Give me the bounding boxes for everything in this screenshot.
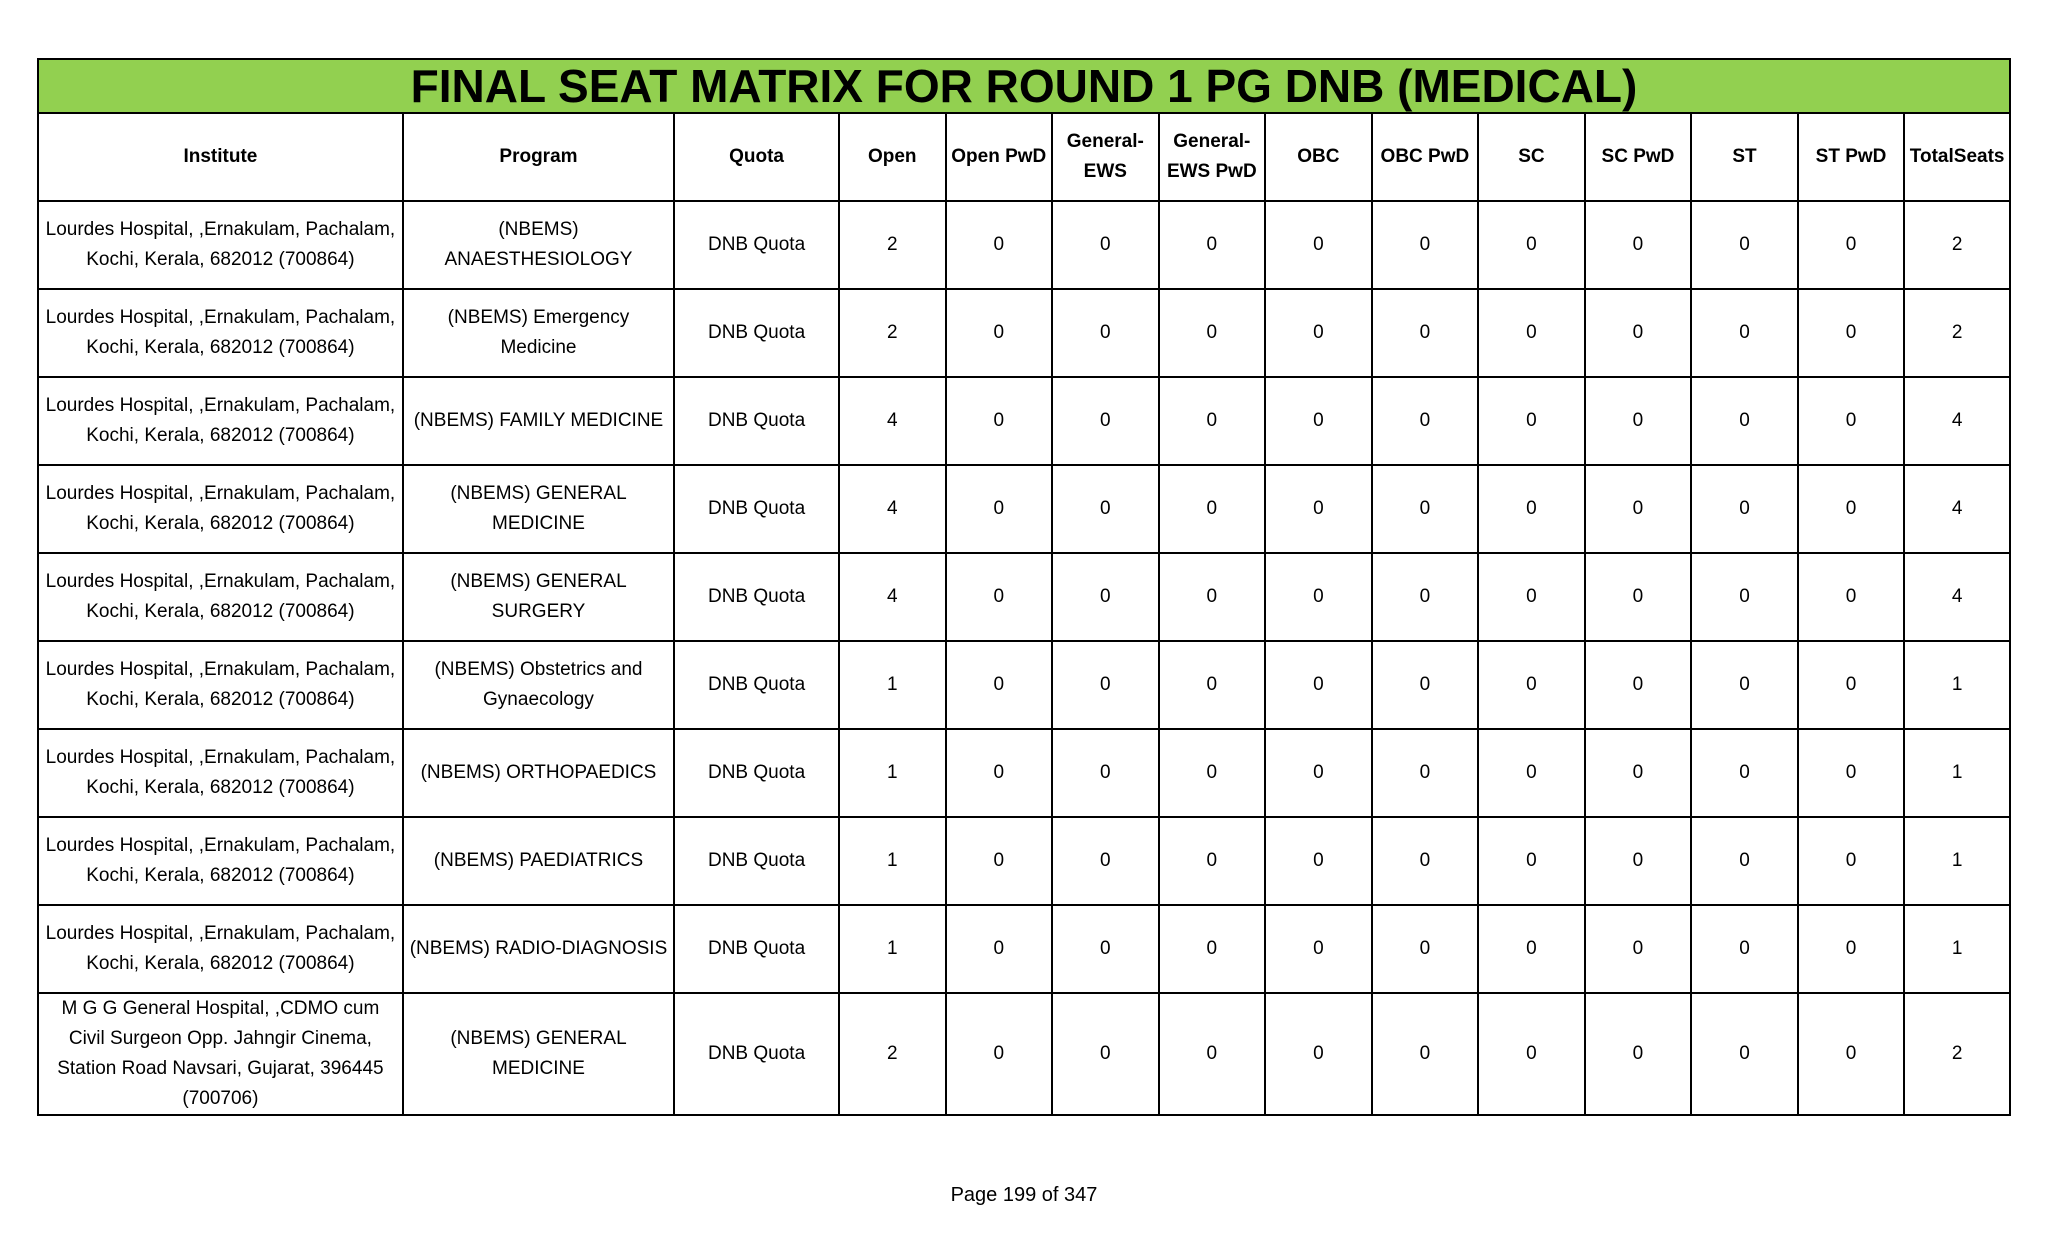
seat-count-cell: 0	[1585, 289, 1692, 377]
seat-count-cell: 0	[946, 905, 1053, 993]
seat-count-cell: 0	[1585, 817, 1692, 905]
seat-count-cell: 0	[946, 641, 1053, 729]
seat-count-cell: 0	[1478, 553, 1585, 641]
table-row	[38, 729, 2010, 817]
seat-count-cell: 0	[1691, 905, 1798, 993]
seat-count-cell: 0	[1372, 201, 1479, 289]
seat-count-cell: 0	[1372, 465, 1479, 553]
seat-count-cell: 0	[1798, 377, 1905, 465]
column-header: OBC	[1265, 113, 1372, 201]
seat-count-cell: 0	[1052, 729, 1159, 817]
program-cell: (NBEMS) RADIO-DIAGNOSIS	[403, 905, 674, 993]
seat-count-cell: 0	[1691, 993, 1798, 1115]
table-row	[38, 201, 2010, 289]
seat-count-cell: 0	[1052, 289, 1159, 377]
seat-count-cell: 0	[1798, 553, 1905, 641]
seat-count-cell: 2	[1904, 993, 2010, 1115]
quota-cell: DNB Quota	[674, 201, 839, 289]
seat-count-cell: 0	[1159, 201, 1266, 289]
seat-count-cell: 0	[1265, 905, 1372, 993]
table-row	[38, 553, 2010, 641]
seat-count-cell: 0	[1265, 553, 1372, 641]
table-row	[38, 465, 2010, 553]
seat-count-cell: 0	[1159, 817, 1266, 905]
seat-count-cell: 0	[1372, 993, 1479, 1115]
seat-count-cell: 0	[1372, 729, 1479, 817]
seat-count-cell: 1	[839, 817, 946, 905]
institute-cell: Lourdes Hospital, ,Ernakulam, Pachalam, Kochi, Kerala, 682012 (700864)	[38, 465, 403, 553]
seat-count-cell: 0	[946, 729, 1053, 817]
seat-count-cell: 0	[1798, 905, 1905, 993]
seat-count-cell: 0	[1052, 465, 1159, 553]
column-header: TotalSeats	[1904, 113, 2010, 201]
seat-count-cell: 0	[946, 289, 1053, 377]
table-row	[38, 377, 2010, 465]
quota-cell: DNB Quota	[674, 641, 839, 729]
seat-count-cell: 0	[1478, 289, 1585, 377]
title-row	[38, 59, 2010, 113]
institute-cell: M G G General Hospital, ,CDMO cum Civil Surgeon Opp. Jahngir Cinema, Station Road Navsari, Gujarat, 396445 (700706)	[38, 993, 403, 1115]
seat-count-cell: 0	[1585, 377, 1692, 465]
institute-cell: Lourdes Hospital, ,Ernakulam, Pachalam, Kochi, Kerala, 682012 (700864)	[38, 817, 403, 905]
seat-count-cell: 0	[1585, 553, 1692, 641]
seat-count-cell: 4	[839, 465, 946, 553]
seat-count-cell: 0	[1798, 993, 1905, 1115]
seat-count-cell: 0	[1478, 817, 1585, 905]
seat-count-cell: 1	[839, 905, 946, 993]
seat-count-cell: 0	[1265, 465, 1372, 553]
seat-matrix-table	[37, 58, 2011, 1116]
column-header: Quota	[674, 113, 839, 201]
institute-cell: Lourdes Hospital, ,Ernakulam, Pachalam, Kochi, Kerala, 682012 (700864)	[38, 905, 403, 993]
seat-count-cell: 0	[1585, 465, 1692, 553]
seat-count-cell: 0	[1159, 905, 1266, 993]
seat-count-cell: 0	[1265, 377, 1372, 465]
seat-count-cell: 0	[946, 377, 1053, 465]
program-cell: (NBEMS) ORTHOPAEDICS	[403, 729, 674, 817]
page-title: FINAL SEAT MATRIX FOR ROUND 1 PG DNB (MEDICAL)	[38, 59, 2010, 113]
seat-count-cell: 0	[1265, 817, 1372, 905]
table-row	[38, 289, 2010, 377]
seat-count-cell: 2	[1904, 201, 2010, 289]
seat-count-cell: 0	[1691, 289, 1798, 377]
seat-count-cell: 0	[1052, 905, 1159, 993]
seat-count-cell: 0	[1265, 289, 1372, 377]
institute-cell: Lourdes Hospital, ,Ernakulam, Pachalam, Kochi, Kerala, 682012 (700864)	[38, 641, 403, 729]
quota-cell: DNB Quota	[674, 289, 839, 377]
column-header: General-EWS	[1052, 113, 1159, 201]
seat-count-cell: 2	[1904, 289, 2010, 377]
seat-count-cell: 0	[1585, 993, 1692, 1115]
column-header: Open PwD	[946, 113, 1053, 201]
seat-count-cell: 4	[839, 377, 946, 465]
seat-count-cell: 1	[1904, 641, 2010, 729]
seat-count-cell: 0	[1478, 201, 1585, 289]
seat-count-cell: 0	[1159, 641, 1266, 729]
seat-count-cell: 1	[839, 641, 946, 729]
seat-count-cell: 0	[1159, 553, 1266, 641]
column-header: SC	[1478, 113, 1585, 201]
quota-cell: DNB Quota	[674, 377, 839, 465]
seat-count-cell: 0	[1585, 641, 1692, 729]
column-header: Program	[403, 113, 674, 201]
table-row	[38, 905, 2010, 993]
quota-cell: DNB Quota	[674, 553, 839, 641]
seat-count-cell: 0	[946, 201, 1053, 289]
seat-count-cell: 0	[1052, 201, 1159, 289]
seat-count-cell: 0	[1478, 993, 1585, 1115]
seat-count-cell: 0	[1798, 641, 1905, 729]
program-cell: (NBEMS) PAEDIATRICS	[403, 817, 674, 905]
seat-count-cell: 0	[1585, 729, 1692, 817]
seat-count-cell: 0	[1585, 905, 1692, 993]
table-row	[38, 993, 2010, 1115]
seat-count-cell: 0	[1159, 289, 1266, 377]
program-cell: (NBEMS) Obstetrics and Gynaecology	[403, 641, 674, 729]
column-header: SC PwD	[1585, 113, 1692, 201]
table-row	[38, 641, 2010, 729]
seat-count-cell: 0	[1478, 641, 1585, 729]
seat-count-cell: 0	[1159, 993, 1266, 1115]
quota-cell: DNB Quota	[674, 729, 839, 817]
seat-count-cell: 0	[1798, 201, 1905, 289]
seat-count-cell: 0	[1478, 465, 1585, 553]
seat-count-cell: 2	[839, 289, 946, 377]
seat-count-cell: 0	[1691, 817, 1798, 905]
institute-cell: Lourdes Hospital, ,Ernakulam, Pachalam, Kochi, Kerala, 682012 (700864)	[38, 377, 403, 465]
seat-count-cell: 0	[1052, 817, 1159, 905]
institute-cell: Lourdes Hospital, ,Ernakulam, Pachalam, Kochi, Kerala, 682012 (700864)	[38, 553, 403, 641]
page-number: Page 199 of 347	[950, 1184, 1098, 1206]
seat-count-cell: 0	[1372, 289, 1479, 377]
seat-count-cell: 0	[1798, 817, 1905, 905]
seat-count-cell: 0	[1265, 993, 1372, 1115]
seat-count-cell: 0	[1052, 641, 1159, 729]
quota-cell: DNB Quota	[674, 817, 839, 905]
program-cell: (NBEMS) FAMILY MEDICINE	[403, 377, 674, 465]
seat-count-cell: 2	[839, 993, 946, 1115]
seat-count-cell: 0	[1052, 993, 1159, 1115]
seat-count-cell: 0	[1691, 553, 1798, 641]
seat-count-cell: 0	[1691, 377, 1798, 465]
seat-count-cell: 0	[1372, 641, 1479, 729]
seat-count-cell: 0	[1372, 817, 1479, 905]
column-header: Institute	[38, 113, 403, 201]
quota-cell: DNB Quota	[674, 993, 839, 1115]
column-header-row	[38, 113, 2010, 201]
seat-count-cell: 0	[1159, 377, 1266, 465]
seat-count-cell: 0	[1691, 201, 1798, 289]
seat-count-cell: 0	[1478, 905, 1585, 993]
table-body	[38, 201, 2010, 1115]
column-header: OBC PwD	[1372, 113, 1479, 201]
seat-count-cell: 0	[1798, 465, 1905, 553]
institute-cell: Lourdes Hospital, ,Ernakulam, Pachalam, Kochi, Kerala, 682012 (700864)	[38, 729, 403, 817]
seat-count-cell: 0	[1265, 641, 1372, 729]
column-header: General-EWS PwD	[1159, 113, 1266, 201]
seat-count-cell: 0	[1265, 729, 1372, 817]
column-header: ST	[1691, 113, 1798, 201]
seat-count-cell: 0	[1372, 377, 1479, 465]
seat-count-cell: 1	[839, 729, 946, 817]
seat-count-cell: 0	[946, 993, 1053, 1115]
seat-count-cell: 4	[1904, 553, 2010, 641]
program-cell: (NBEMS) GENERAL MEDICINE	[403, 465, 674, 553]
seat-count-cell: 0	[1372, 553, 1479, 641]
seat-count-cell: 0	[1159, 465, 1266, 553]
seat-count-cell: 0	[1691, 465, 1798, 553]
seat-count-cell: 0	[1478, 377, 1585, 465]
program-cell: (NBEMS) GENERAL SURGERY	[403, 553, 674, 641]
institute-cell: Lourdes Hospital, ,Ernakulam, Pachalam, Kochi, Kerala, 682012 (700864)	[38, 289, 403, 377]
seat-count-cell: 0	[1798, 289, 1905, 377]
seat-count-cell: 0	[1585, 201, 1692, 289]
seat-count-cell: 0	[1798, 729, 1905, 817]
quota-cell: DNB Quota	[674, 465, 839, 553]
institute-cell: Lourdes Hospital, ,Ernakulam, Pachalam, Kochi, Kerala, 682012 (700864)	[38, 201, 403, 289]
seat-count-cell: 0	[1159, 729, 1266, 817]
seat-count-cell: 1	[1904, 729, 2010, 817]
seat-count-cell: 2	[839, 201, 946, 289]
seat-count-cell: 4	[1904, 377, 2010, 465]
seat-count-cell: 4	[839, 553, 946, 641]
seat-count-cell: 0	[946, 465, 1053, 553]
seat-count-cell: 1	[1904, 817, 2010, 905]
seat-count-cell: 4	[1904, 465, 2010, 553]
seat-count-cell: 0	[1691, 729, 1798, 817]
seat-count-cell: 0	[1265, 201, 1372, 289]
program-cell: (NBEMS) GENERAL MEDICINE	[403, 993, 674, 1115]
seat-count-cell: 0	[1691, 641, 1798, 729]
column-header: ST PwD	[1798, 113, 1905, 201]
seat-count-cell: 0	[1372, 905, 1479, 993]
column-header: Open	[839, 113, 946, 201]
table-row	[38, 817, 2010, 905]
seat-count-cell: 0	[1478, 729, 1585, 817]
quota-cell: DNB Quota	[674, 905, 839, 993]
seat-count-cell: 0	[1052, 377, 1159, 465]
seat-count-cell: 0	[946, 553, 1053, 641]
program-cell: (NBEMS) Emergency Medicine	[403, 289, 674, 377]
seat-count-cell: 1	[1904, 905, 2010, 993]
seat-count-cell: 0	[946, 817, 1053, 905]
seat-count-cell: 0	[1052, 553, 1159, 641]
program-cell: (NBEMS) ANAESTHESIOLOGY	[403, 201, 674, 289]
